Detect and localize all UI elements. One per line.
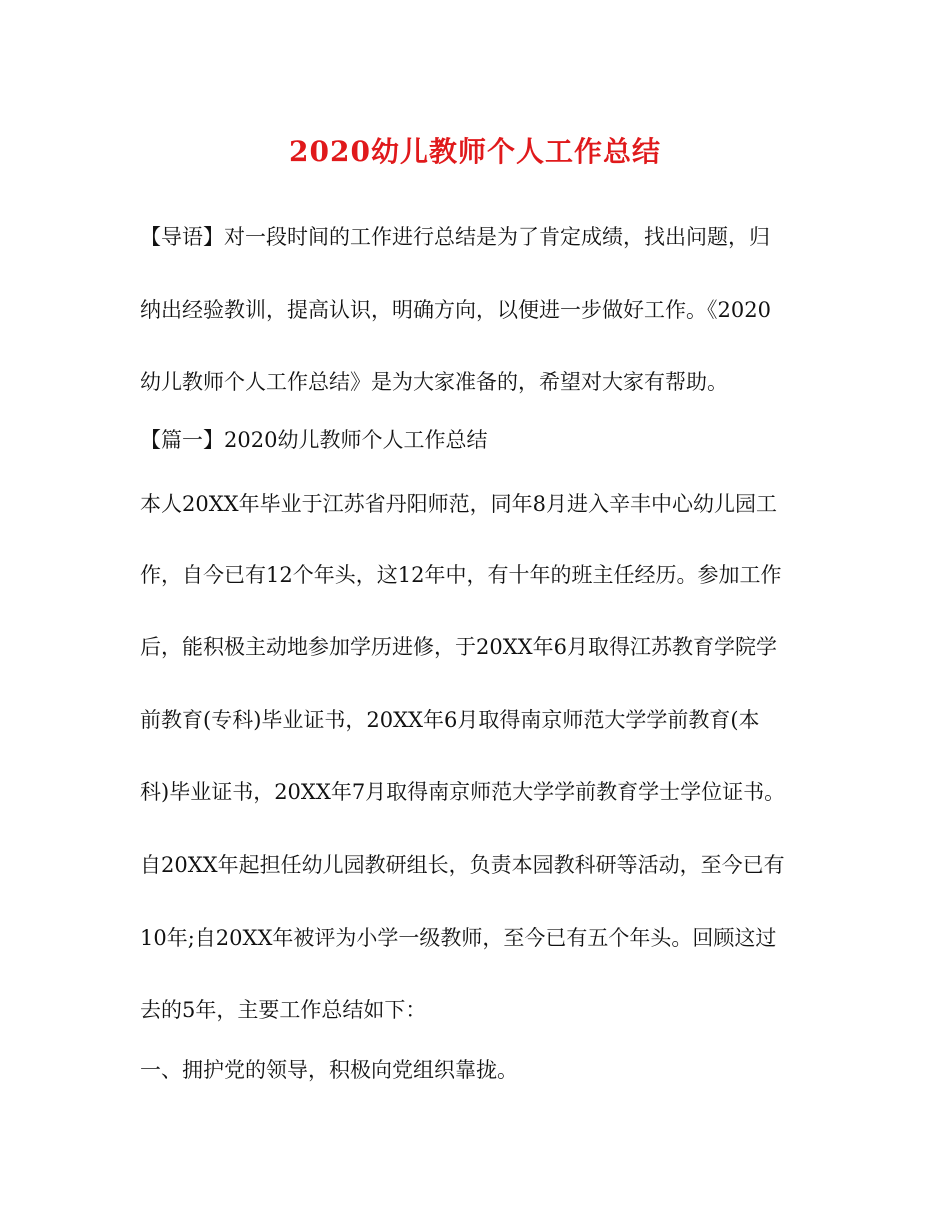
section-heading: 【篇一】2020幼儿教师个人工作总结 [140, 428, 488, 452]
intro-line-1: 【导语】对一段时间的工作进行总结是为了肯定成绩，找出问题，归 [140, 225, 770, 249]
body-line-3: 后，能积极主动地参加学历进修，于20XX年6月取得江苏教育学院学 [140, 635, 777, 659]
body-line-8: 去的5年，主要工作总结如下： [140, 998, 427, 1022]
intro-line-2: 纳出经验教训，提高认识，明确方向，以便进一步做好工作。《2020 [140, 298, 771, 322]
intro-line-3: 幼儿教师个人工作总结》是为大家准备的，希望对大家有帮助。 [140, 370, 728, 394]
document-title: 2020幼儿教师个人工作总结 [289, 135, 661, 168]
body-line-5: 科)毕业证书，20XX年7月取得南京师范大学学前教育学士学位证书。 [140, 780, 786, 804]
list-item-1: 一、拥护党的领导，积极向党组织靠拢。 [140, 1058, 518, 1082]
body-line-7: 10年;自20XX年被评为小学一级教师，至今已有五个年头。回顾这过 [140, 926, 777, 950]
body-line-1: 本人20XX年毕业于江苏省丹阳师范，同年8月进入辛丰中心幼儿园工 [140, 492, 777, 516]
body-line-4: 前教育(专科)毕业证书，20XX年6月取得南京师范大学学前教育(本 [140, 708, 760, 732]
body-line-6: 自20XX年起担任幼儿园教研组长，负责本园教科研等活动，至今已有 [140, 853, 785, 877]
body-line-2: 作，自今已有12个年头，这12年中，有十年的班主任经历。参加工作 [140, 563, 782, 587]
